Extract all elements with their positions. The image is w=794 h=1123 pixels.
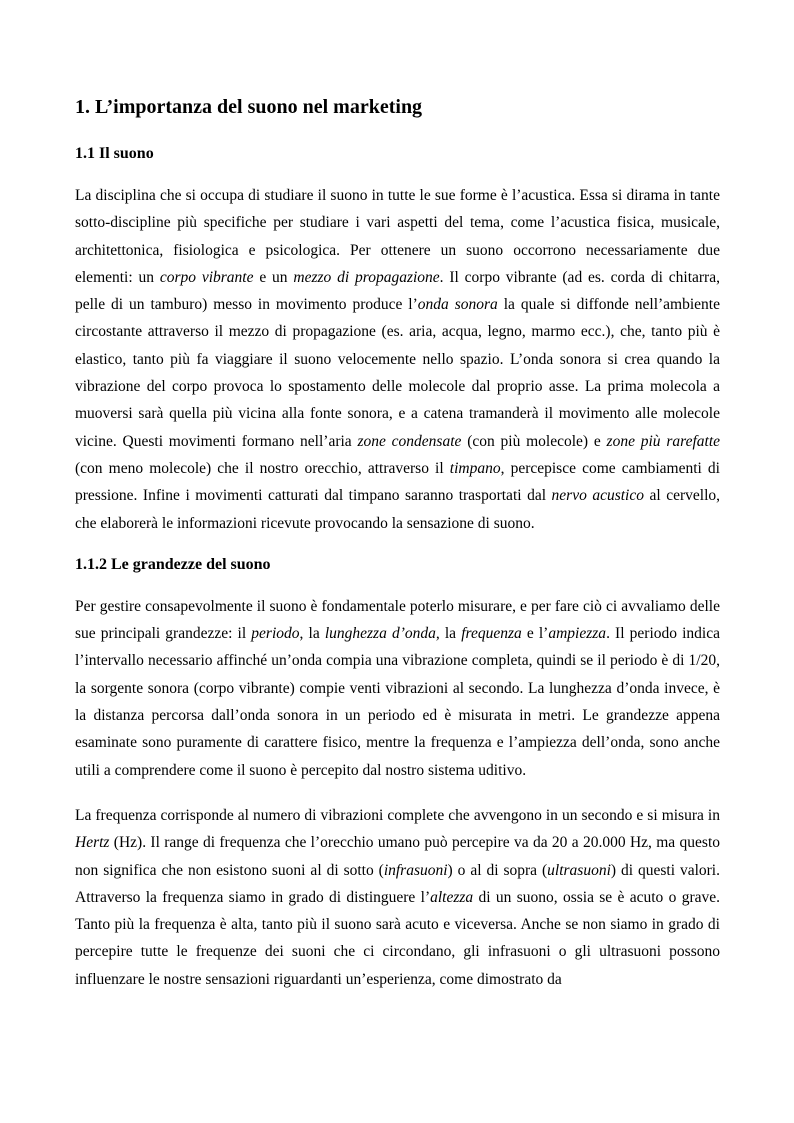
paragraph-suono: La disciplina che si occupa di studiare il suono in tutte le sue forme è l’acustica. Essa si dirama in tante sotto-discipline più specifiche per studiare i vari aspetti del tema, come l’acustica fisica, musicale, architettonica, fisiologica e psicologica. Per ottenere un suono occorrono necessariamente due elementi: un corpo vibrante e un mezzo di propagazione. Il corpo vibrante (ad es. corda di chitarra, pelle di un tamburo) messo in movimento produce l’onda sonora la quale si diffonde nell’ambiente circostante attraverso il mezzo di propagazione (es. aria, acqua, legno, marmo ecc.), che, tanto più è elastico, tanto più fa viaggiare il suono velocemente nello spazio. L’onda sonora si crea quando la vibrazione del corpo provoca lo spostamento delle molecole dal proprio asse. La prima molecola a muoversi sarà quella più vicina alla fonte sonora, e a catena tramanderà il movimento alle molecole vicine. Questi movimenti formano nell’aria zone condensate (con più molecole) e zone più rarefatte (con meno molecole) che il nostro orecchio, attraverso il timpano, percepisce come cambiamenti di pressione. Infine i movimenti catturati dal timpano saranno trasportati dal nervo acustico al cervello, che elaborerà le informazioni ricevute provocando la sensazione di suono. [75, 187, 721, 532]
paragraph-frequenza: La frequenza corrisponde al numero di vibrazioni complete che avvengono in un secondo e si misura in Hertz (Hz). Il range di frequenza che l’orecchio umano può percepire va da 20 a 20.000 Hz, ma questo non significa che non esistono suoni al di sotto (infrasuoni) o al di sopra (ultrasuoni) di questi valori. Attraverso la frequenza siamo in grado di distinguere l’altezza di un suono, ossia se è acuto o grave. Tanto più la frequenza è alta, tanto più il suono sarà acuto e viceversa. Anche se non siamo in grado di percepire tutte le frequenze dei suoni che ci circondano, gli infrasuoni o gli ultrasuoni possono influenzare le nostre sensazioni riguardanti un’esperienza, come dimostrato da [75, 806, 720, 988]
paragraph-grandezze: Per gestire consapevolmente il suono è fondamentale poterlo misurare, e per fare ciò ci avvaliamo delle sue principali grandezze: il periodo, la lunghezza d’onda, la frequenza e l’ampiezza. Il periodo indica l’intervallo necessario affinché un’onda compia una vibrazione completa, quindi se il periodo è di 1/20, la sorgente sonora (corpo vibrante) compie venti vibrazioni al secondo. La lunghezza d’onda invece, è la distanza percorsa dall’onda sonora in un periodo ed è misurata in metri. Le grandezze appena esaminate sono puramente di carattere fisico, mentre la frequenza e l’ampiezza dell’onda, sono anche utili a comprendere come il suono è percepito dal nostro sistema uditivo. [75, 597, 720, 779]
chapter-heading: 1. L’importanza del suono nel marketing [75, 96, 423, 118]
section-title-1-1-2: 1.1.2 Le grandezze del suono [75, 555, 271, 573]
document-page [75, 95, 720, 1011]
section-title-1-1: 1.1 Il suono [75, 145, 154, 162]
